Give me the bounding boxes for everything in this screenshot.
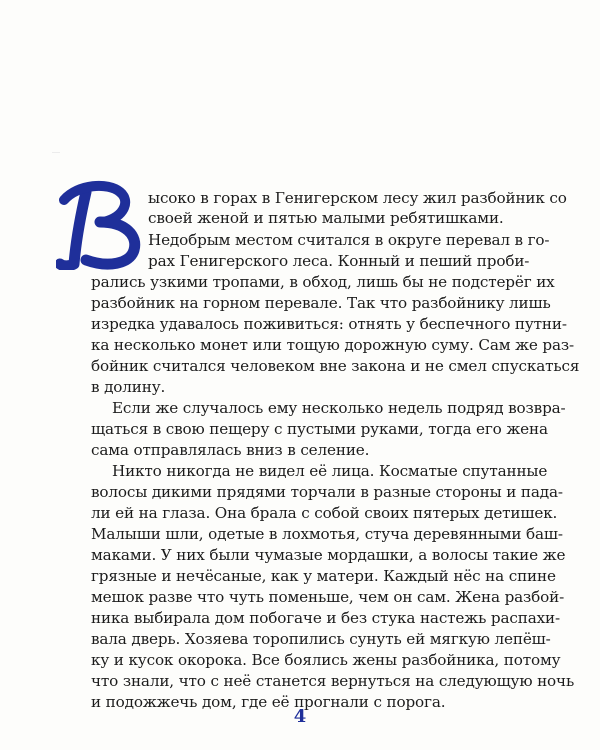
text-line: вала дверь. Хозяева торопились сунуть ей мягкую лепёш-: [91, 630, 551, 648]
text-line: рах Генигерского леса. Конный и пеший проби-: [148, 252, 530, 270]
text-line: Никто никогда не видел её лица. Косматые спутанные: [112, 462, 548, 480]
text-line: изредка удавалось поживиться: отнять у беспечного путни-: [91, 315, 567, 333]
text-line: ка несколько монет или тощую дорожную суму. Сам же раз-: [91, 336, 575, 354]
text-line: и подожжечь дом, где её прогнали с порога.: [91, 693, 446, 711]
text-line: своей женой и пятью малыми ребятишками.: [148, 209, 504, 227]
text-line: ку и кусок окорока. Все боялись жены разбойника, потому: [91, 651, 561, 669]
text-line: бойник считался человеком вне закона и не смел спускаться: [91, 357, 580, 375]
text-line: Недобрым местом считался в округе перевал в го-: [148, 231, 550, 249]
text-line: ли ей на глаза. Она брала с собой своих пятерых детишек.: [91, 504, 558, 522]
text-line: Малыши шли, одетые в лохмотья, стуча деревянными баш-: [91, 525, 563, 543]
text-line: маками. У них были чумазые мордашки, а волосы такие же: [91, 546, 566, 564]
text-line: разбойник на горном перевале. Так что разбойнику лишь: [91, 294, 551, 312]
text-line: грязные и нечёсаные, как у матери. Каждый нёс на спине: [91, 567, 556, 585]
text-line: Если же случалось ему несколько недель подряд возвра-: [112, 399, 566, 417]
text-line: в долину.: [91, 378, 166, 396]
text-line: ника выбирала дом побогаче и без стука настежь распахи-: [91, 609, 560, 627]
text-line: сама отправлялась вниз в селение.: [91, 441, 370, 459]
page-number: 4: [293, 706, 307, 727]
text-line: ысоко в горах в Генигерском лесу жил разбойник со: [148, 189, 567, 207]
text-line: волосы дикими прядями торчали в разные стороны и пада-: [91, 483, 563, 501]
text-line: рались узкими тропами, в обход, лишь бы не подстерёг их: [91, 273, 555, 291]
text-line: щаться в свою пещеру с пустыми руками, тогда его жена: [91, 420, 548, 438]
text-line: что знали, что с неё станется вернуться на следующую ночь: [91, 672, 575, 690]
text-line: мешок разве что чуть поменьше, чем он сам. Жена разбой-: [91, 588, 565, 606]
